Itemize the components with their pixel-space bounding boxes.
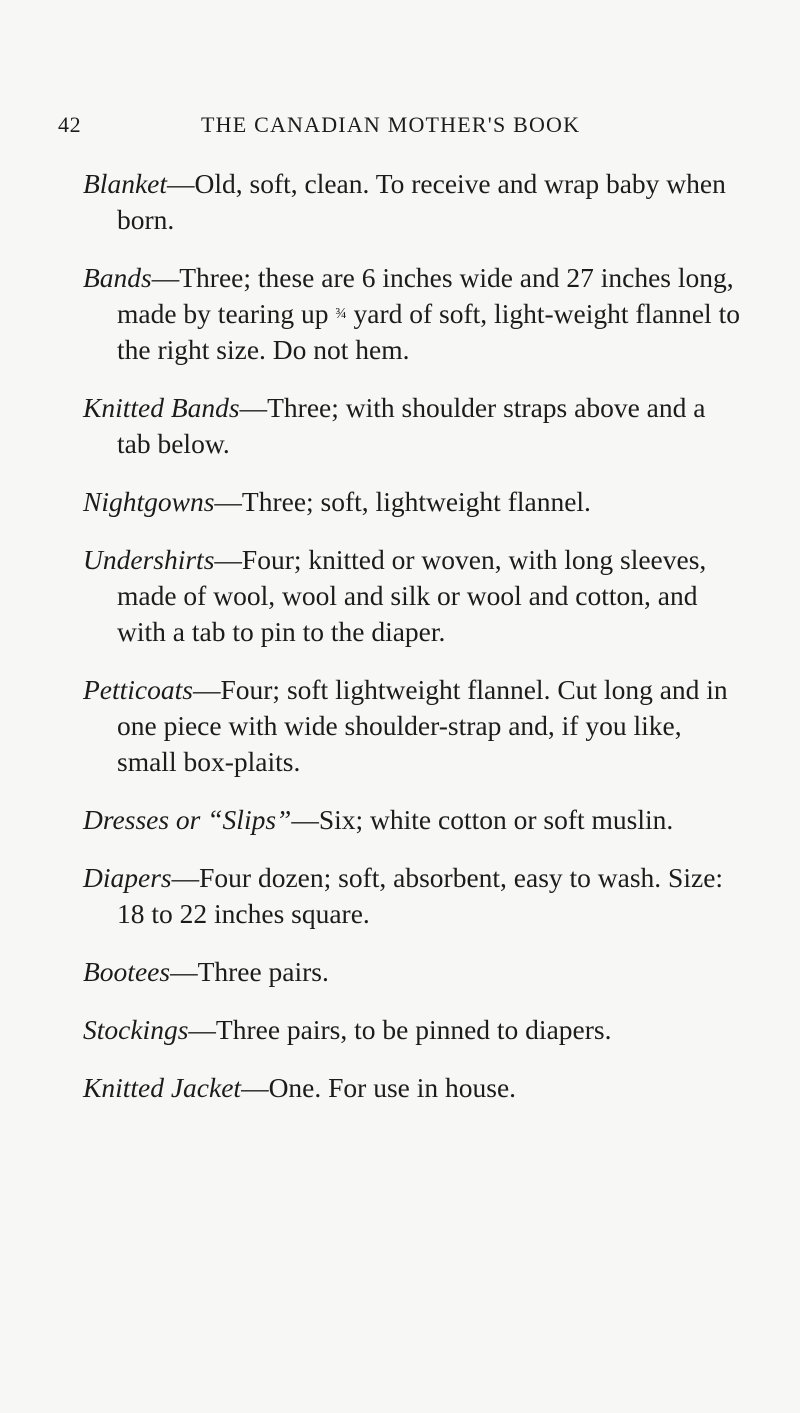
item-dash: — — [291, 804, 319, 835]
item-description: Six; white cotton or soft muslin. — [318, 804, 674, 835]
item-term: Nightgowns — [83, 486, 215, 517]
item-description: Three; with shoulder straps above and a tab below. — [117, 392, 706, 459]
item-dash: — — [214, 486, 242, 517]
list-item-nightgowns — [83, 484, 743, 520]
item-term: Dresses or “Slips” — [83, 804, 292, 835]
item-dash: — — [239, 392, 268, 423]
list-item-stockings — [83, 1012, 743, 1048]
item-dash: — — [170, 956, 198, 987]
list-item-undershirts — [83, 542, 743, 650]
item-term: Bands — [83, 262, 152, 293]
list-item-bootees — [83, 954, 743, 990]
item-dash: — — [151, 262, 180, 293]
item-term: Knitted Jacket — [83, 1072, 242, 1103]
item-dash: — — [171, 862, 200, 893]
list-item-knitted-jacket — [83, 1070, 743, 1106]
item-description-continued: yard of soft, light-weight flannel to the right size. Do not hem. — [117, 298, 740, 365]
list-item-blanket — [83, 166, 743, 238]
item-dash: — — [188, 1014, 216, 1045]
book-title: THE CANADIAN MOTHER'S BOOK — [201, 112, 581, 137]
item-fraction: ¾ — [335, 306, 347, 322]
list-item-petticoats — [83, 672, 743, 780]
item-term: Undershirts — [83, 544, 215, 575]
item-dash: — — [241, 1072, 269, 1103]
page-number: 42 — [58, 112, 82, 137]
item-description: Three; soft, lightweight flannel. — [241, 486, 591, 517]
list-item-bands — [83, 260, 743, 368]
item-description: Four; soft lightweight flannel. Cut long and in one piece with wide shoulder-strap and, if you like, small box-plaits. — [117, 674, 728, 777]
item-term: Diapers — [83, 862, 172, 893]
item-term: Knitted Bands — [83, 392, 240, 423]
item-dash: — — [214, 544, 242, 575]
item-description: Old, soft, clean. To receive and wrap baby when born. — [117, 168, 726, 235]
item-description: Four dozen; soft, absorbent, easy to wash. Size: 18 to 22 inches square. — [117, 862, 724, 929]
item-term: Stockings — [83, 1014, 189, 1045]
list-item-knitted-bands — [83, 390, 743, 462]
item-dash: — — [167, 168, 195, 199]
item-term: Petticoats — [83, 674, 193, 705]
list-item-diapers — [83, 860, 743, 932]
item-description: Three; these are 6 inches wide and 27 inches long, made by tearing up — [117, 262, 734, 329]
running-head — [58, 112, 718, 142]
item-term: Bootees — [83, 956, 171, 987]
list-item-dresses — [83, 802, 743, 838]
item-description: One. For use in house. — [268, 1072, 517, 1103]
layette-list — [83, 166, 743, 1128]
item-description: Three pairs. — [197, 956, 329, 987]
item-description: Three pairs, to be pinned to diapers. — [215, 1014, 612, 1045]
item-description: Four; knitted or woven, with long sleeves, made of wool, wool and silk or wool and cotton, and with a tab to pin to the diaper. — [117, 544, 707, 647]
item-dash: — — [192, 674, 221, 705]
item-term: Blanket — [83, 168, 167, 199]
